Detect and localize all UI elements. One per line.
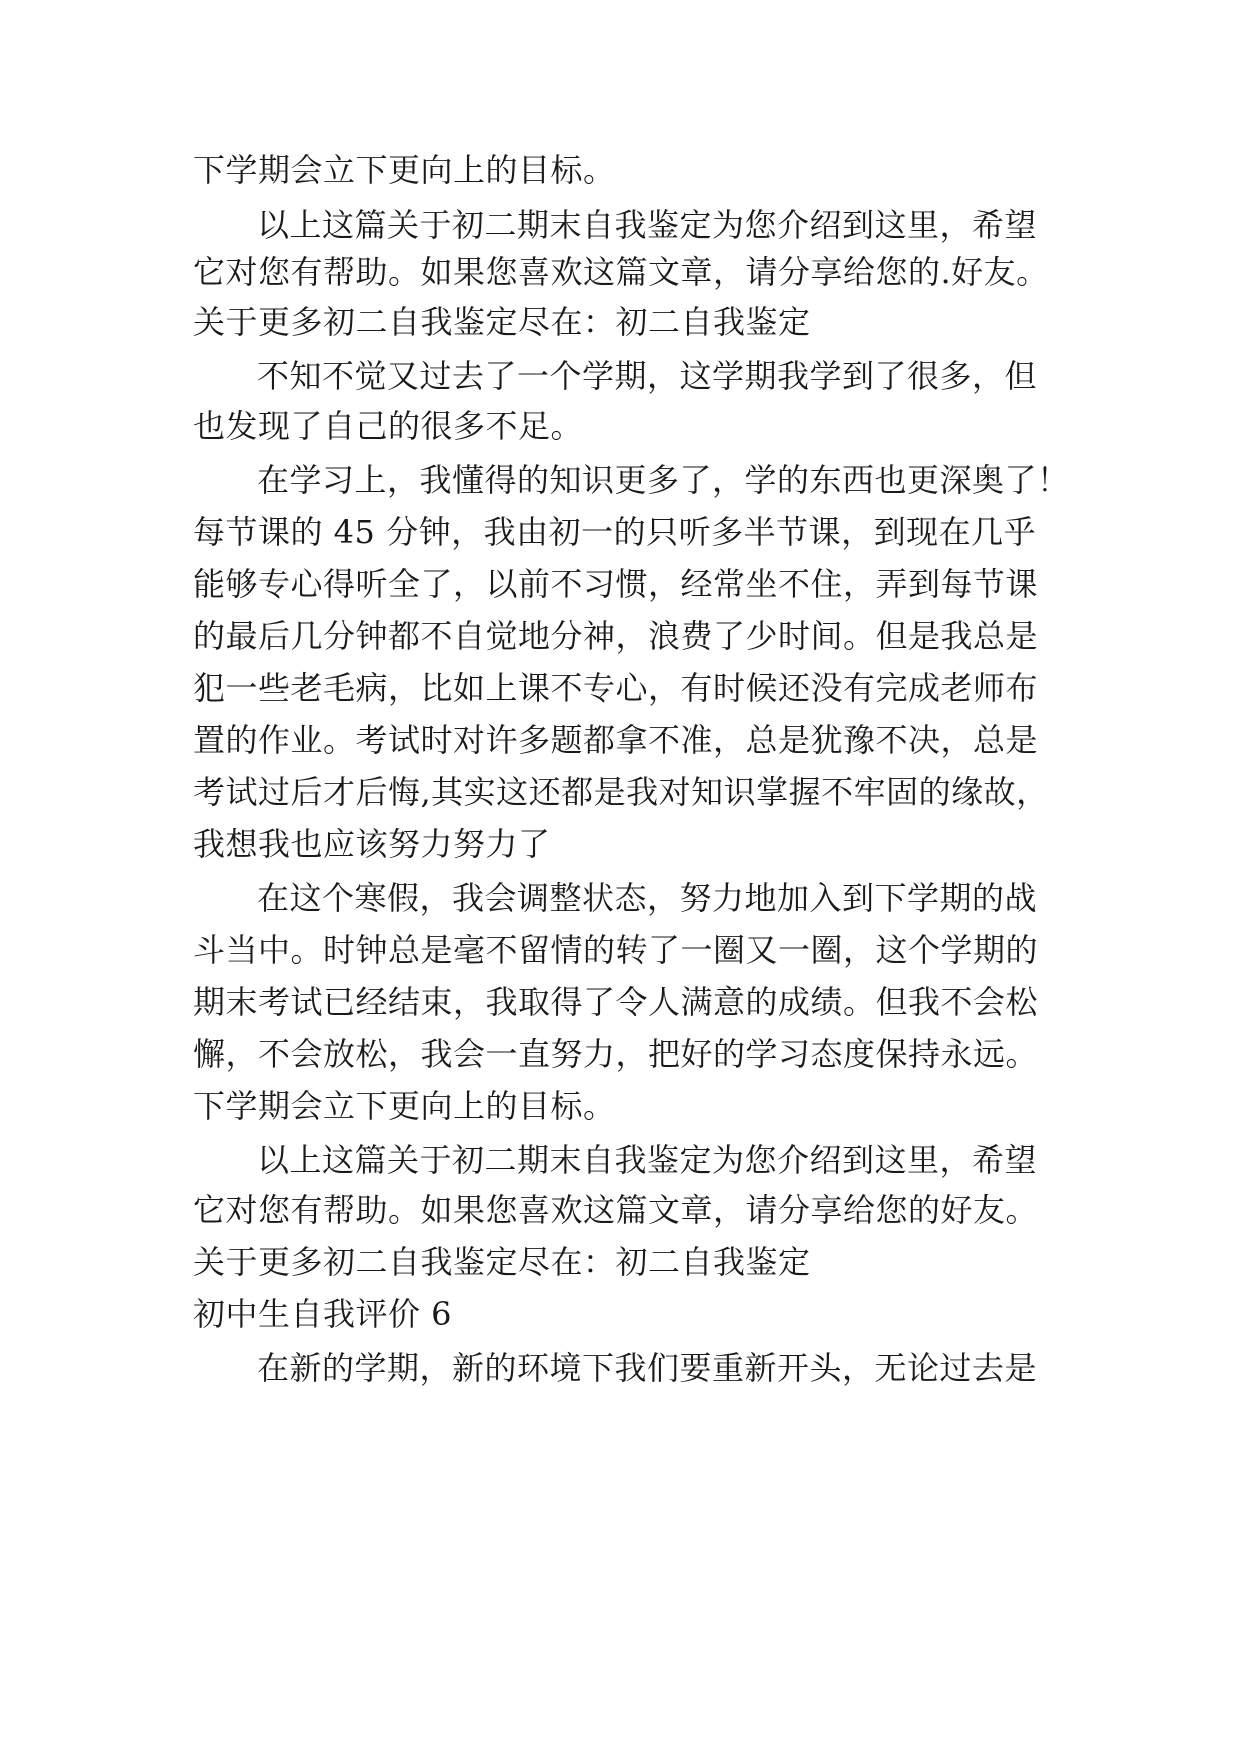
text-line: 关于更多初二自我鉴定尽在：初二自我鉴定 (193, 1243, 811, 1281)
text-line: 置的作业。考试时对许多题都拿不准，总是犹豫不决，总是 (193, 721, 1039, 759)
text-line: 的最后几分钟都不自觉地分神，浪费了少时间。但是我总是 (193, 617, 1039, 655)
text-line: 我想我也应该努力努力了 (193, 825, 551, 863)
text-line: 下学期会立下更向上的目标。 (193, 151, 616, 189)
text-line: 它对您有帮助。如果您喜欢这篇文章，请分享给您的好友。 (193, 1191, 1039, 1229)
text-line: 每节课的 45 分钟，我由初一的只听多半节课，到现在几乎 (193, 513, 1037, 551)
text-line: 关于更多初二自我鉴定尽在：初二自我鉴定 (193, 303, 811, 341)
text-line: 在这个寒假，我会调整状态，努力地加入到下学期的战 (257, 879, 1038, 917)
section-heading: 初中生自我评价 6 (193, 1295, 453, 1333)
text-line: 在新的学期，新的环境下我们要重新开头，无论过去是 (257, 1349, 1038, 1387)
text-line: 也发现了自己的很多不足。 (193, 407, 584, 445)
text-line: 犯一些老毛病，比如上课不专心，有时候还没有完成老师布 (193, 669, 1039, 707)
text-line: 不知不觉又过去了一个学期，这学期我学到了很多，但 (257, 357, 1038, 395)
text-line: 在学习上，我懂得的知识更多了，学的东西也更深奥了！ (257, 461, 1070, 499)
text-line: 它对您有帮助。如果您喜欢这篇文章，请分享给您的.好友。 (193, 253, 1049, 291)
text-line: 懈，不会放松，我会一直努力，把好的学习态度保持永远。 (193, 1035, 1039, 1073)
text-line: 斗当中。时钟总是毫不留情的转了一圈又一圈，这个学期的 (193, 931, 1039, 969)
text-line: 以上这篇关于初二期末自我鉴定为您介绍到这里，希望 (257, 1141, 1038, 1179)
text-line: 能够专心得听全了，以前不习惯，经常坐不住，弄到每节课 (193, 565, 1039, 603)
text-line: 期末考试已经结束，我取得了令人满意的成绩。但我不会松 (193, 983, 1039, 1021)
text-line: 下学期会立下更向上的目标。 (193, 1087, 616, 1125)
text-line: 考试过后才后悔,其实这还都是我对知识掌握不牢固的缘故， (193, 773, 1049, 811)
text-line: 以上这篇关于初二期末自我鉴定为您介绍到这里，希望 (257, 206, 1038, 244)
